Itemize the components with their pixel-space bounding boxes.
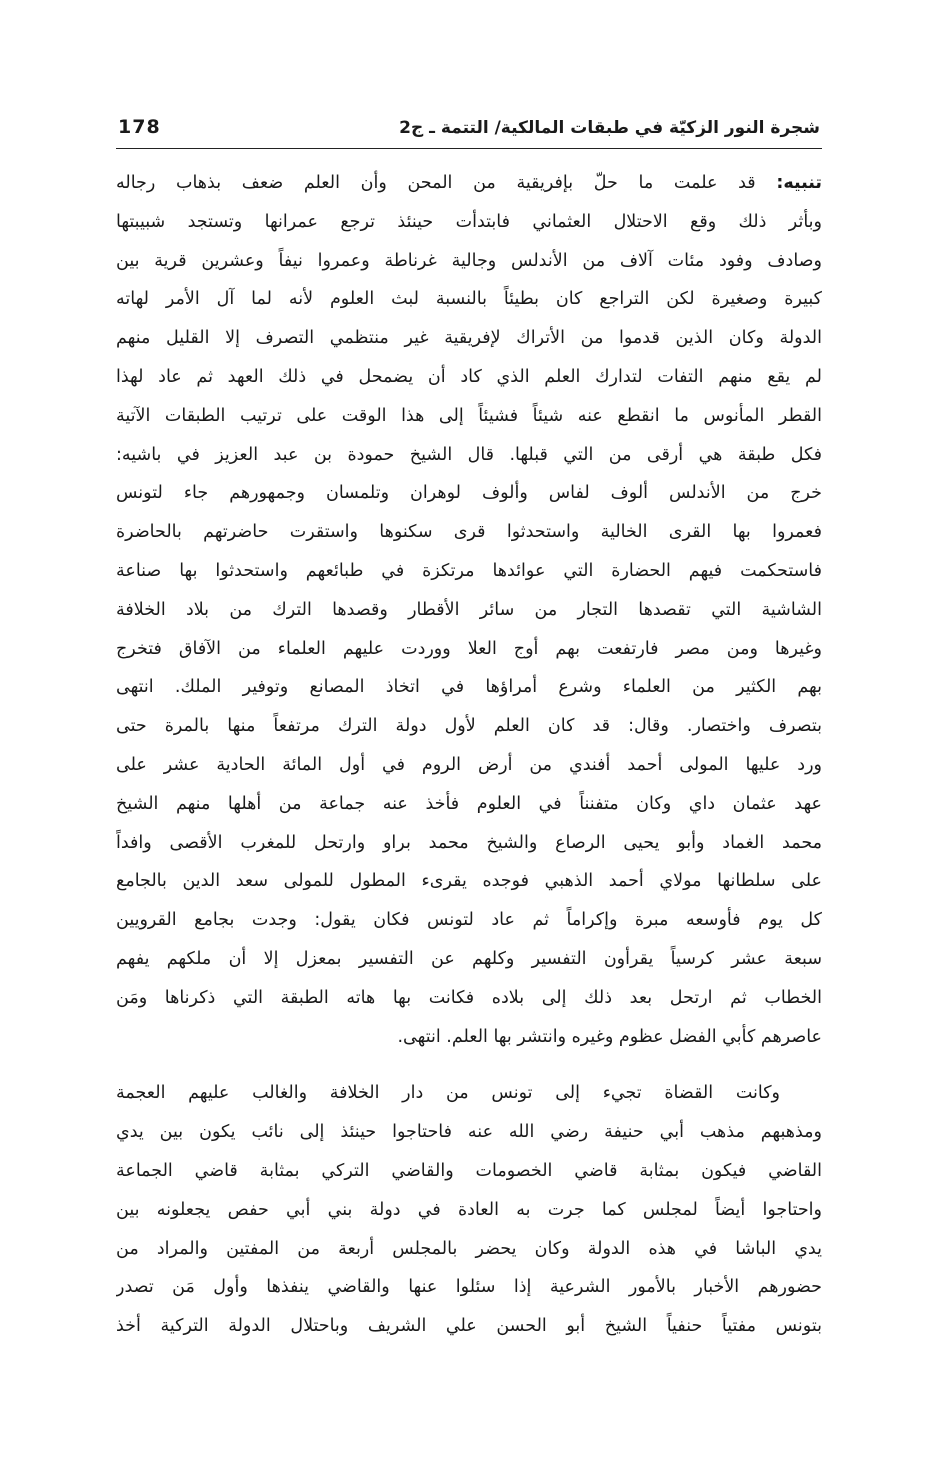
text-line: محمد الغماد وأبو يحيى الرصاع والشيخ محمد براو وارتحل للمغرب الأقصى وافداً: [116, 832, 822, 853]
text-line: بتصرف واختصار. وقال: قد كان العلم لأول دولة الترك مرتفعاً منها بالمرة حتى: [116, 716, 822, 737]
text-line: ومذهبهم مذهب أبي حنيفة رضي الله عنه فاحتاجوا حينئذ إلى نائب يكون بين يدي: [116, 1122, 822, 1143]
text-line: بهم الكثير من العلماء وشرع أمراؤها في اتخاذ المصانع وتوفير الملك. انتهى: [116, 677, 822, 698]
text-line: وغيرها ومن مصر فارتفعت بهم أوج العلا ووردت عليهم العلماء من الآفاق فتخرج: [116, 638, 822, 659]
text-line: على سلطانها مولاي أحمد الذهبي فوجده يقرىء المطول للمولى سعد الدين بالجامع: [116, 871, 822, 892]
text-line: القطر المأنوس ما انقطع عنه شيئاً فشيئاً إلى هذا الوقت على ترتيب الطبقات الآتية: [116, 405, 822, 426]
text-line: خرج من الأندلس ألوف لفاس وألوف لوهران وتلمسان وجمهورهم جاء لتونس: [116, 483, 822, 504]
text-line: الخطاب ثم ارتحل بعد ذلك إلى بلاده فكانت بها هاته الطبقة التي ذكرناها ومَن: [116, 987, 822, 1008]
text-line: الشاشية التي تقصدها التجار من سائر الأقطار وقصدها الترك من بلاد الخلافة: [116, 599, 822, 620]
paragraph-1: [116, 164, 822, 1056]
text-line: فكل طبقة هي أرقى من التي قبلها. قال الشيخ حمودة بن عبد العزيز في باشيه:: [116, 444, 822, 465]
text-line: القاضي فيكون بمثابة قاضي الخصومات والقاضي التركي بمثابة قاضي الجماعة: [116, 1160, 822, 1181]
text-line: كبيرة وصغيرة لكن التراجع كان بطيئاً بالنسبة لبث العلوم لأنه لما آل الأمر لهاته: [116, 289, 822, 310]
text-line: الدولة وكان الذين قدموا من الأتراك لإفريقية غير منتظمي التصرف إلا القليل منهم: [116, 328, 822, 349]
paragraph-spacer: [116, 1056, 822, 1074]
running-title: شجرة النور الزكيّة في طبقات المالكية/ التتمة ـ ج2: [399, 118, 820, 138]
text-line: [116, 164, 822, 203]
note-label: تنبيه:: [776, 173, 822, 193]
text-line: يدي الباشا في هذه الدولة وكان يحضر بالمجلس أربعة من المفتين والمراد من: [116, 1238, 822, 1259]
text-line: وصادف وفود مئات آلاف من الأندلس وجالية غرناطة وعمروا نيفاً وعشرين قرية بين: [116, 250, 822, 271]
text-line: وبأثر ذلك وقع الاحتلال العثماني فابتدأت حينئذ ترجع عمرانها وتستجد شبيبتها: [116, 211, 822, 232]
first-line-text: قد علمت ما حلّ بإفريقية من المحن وأن العلم ضعف بذهاب رجاله: [116, 173, 756, 193]
text-line: عاصرهم كأبي الفضل عظوم وغيره وانتشر بها العلم. انتهى.: [397, 1026, 822, 1047]
text-line: حضورهم الأخبار بالأمور الشرعية إذا سئلوا عنها والقاضي ينفذها وأول مَن تصدر: [116, 1277, 822, 1298]
text-line: ورد عليها المولى أحمد أفندي من أرض الروم في أول المائة الحادية عشر على: [116, 754, 822, 775]
page-body: [116, 164, 822, 1346]
text-line: سبعة عشر كرسياً يقرأون التفسير وكلهم عن التفسير بمعزل إلا أن ملكهم يفهم: [116, 948, 822, 969]
text-line: عهد عثمان داي وكان متفنناً في العلوم فأخذ عنه جماعة من أهلها منهم الشيخ: [116, 793, 822, 814]
page-number: 178: [118, 116, 161, 138]
text-line: لم يقع منهم التفات لتدارك العلم الذي كاد أن يضمحل في ذلك العهد ثم عاد لهذا: [116, 366, 822, 387]
header-divider: [116, 148, 822, 149]
text-line: بتونس مفتياً حنفياً الشيخ أبو الحسن علي الشريف وباحتلال الدولة التركية أخذ: [116, 1316, 822, 1337]
text-line: واحتاجوا أيضاً لمجلس كما جرت به العادة في دولة بني أبي حفص يجعلونه بين: [116, 1199, 822, 1220]
page-header: [118, 108, 820, 138]
text-line: وكانت القضاة تجيء إلى تونس من دار الخلافة والغالب عليهم العجمة: [116, 1083, 780, 1104]
text-line: كل يوم فأوسعه مبرة وإكراماً ثم عاد لتونس فكان يقول: وجدت بجامع القرويين: [116, 910, 822, 931]
text-line: فعمروا بها القرى الخالية واستحدثوا قرى سكنوها واستقرت حاضرتهم بالحاضرة: [116, 522, 822, 543]
paragraph-2: [116, 1074, 822, 1346]
text-line: فاستحكمت فيهم الحضارة التي عوائدها مرتكزة في طبائعهم واستحدثوا بها صناعة: [116, 560, 822, 581]
